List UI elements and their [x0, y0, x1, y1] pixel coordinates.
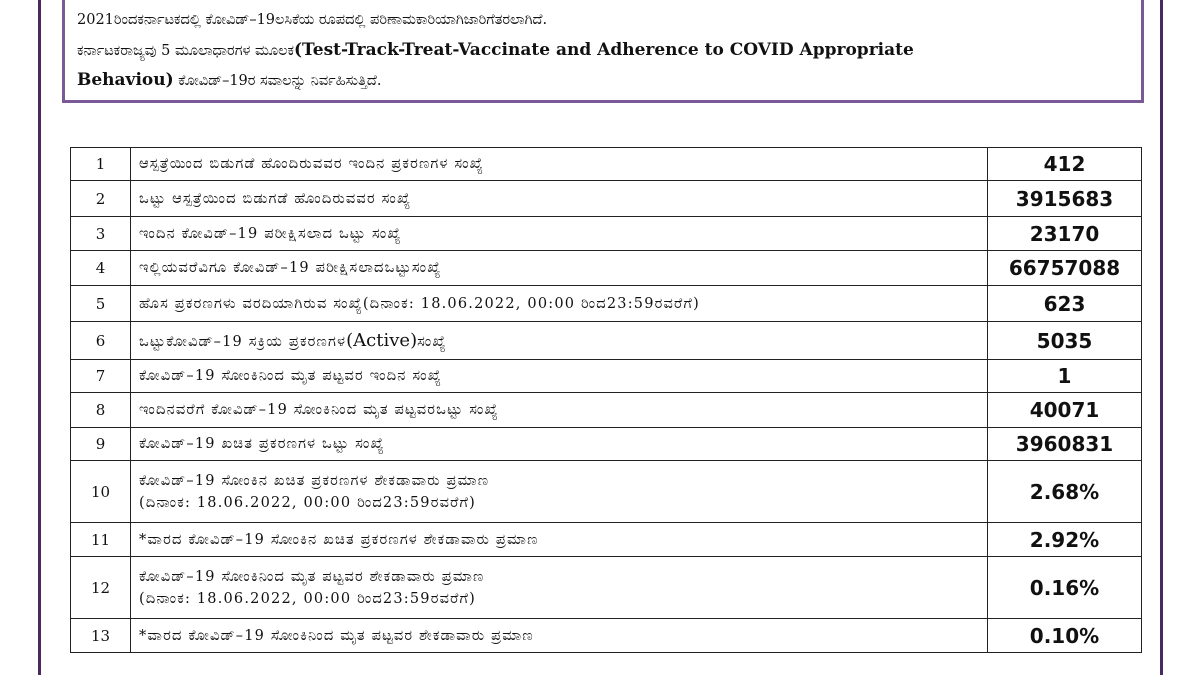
row-description	[131, 322, 988, 360]
row-value: 5035	[988, 322, 1142, 360]
intro-line-pillars	[77, 40, 1129, 61]
row-value: 3915683	[988, 181, 1142, 217]
row-number: 5	[71, 286, 131, 322]
intro-note-box	[62, 0, 1144, 103]
table-row	[71, 148, 1142, 181]
row-number: 4	[71, 251, 131, 286]
row-value: 0.10%	[988, 619, 1142, 653]
intro-behaviour-english: Behaviou)	[77, 70, 174, 90]
page-edge-left	[38, 0, 41, 675]
table-row	[71, 181, 1142, 217]
row-value: 2.68%	[988, 461, 1142, 523]
table-row	[71, 217, 1142, 251]
row-description-english: (Active)	[346, 330, 418, 351]
row-value: 40071	[988, 393, 1142, 428]
row-value: 1	[988, 360, 1142, 393]
row-description: ಇಂದಿನವರೆಗೆ ಕೋವಿಡ್–19 ಸೋಂಕಿನಿಂದ ಮೃತ ಪಟ್ಟವರಒಟ್ಟು ಸಂಖ್ಯೆ	[131, 393, 988, 428]
row-description-line1: ಕೋವಿಡ್–19 ಸೋಂಕಿನಿಂದ ಮೃತ ಪಟ್ಟವರ ಶೇಕಡಾವಾರು ಪ್ರಮಾಣ	[139, 568, 485, 585]
intro-line-vaccination: 2021ರಿಂದಕರ್ನಾಟಕದಲ್ಲಿ ಕೋವಿಡ್–19ಲಸಿಕೆಯ ರೂಪದಲ್ಲಿ ಪರಿಣಾಮಕಾರಿಯಾಗಿಜಾರಿಗೆತರಲಾಗಿದೆ.	[77, 12, 548, 28]
table-row	[71, 619, 1142, 653]
row-value: 0.16%	[988, 557, 1142, 619]
row-number: 7	[71, 360, 131, 393]
row-description-date: (ದಿನಾಂಕ: 18.06.2022, 00:00 ರಿಂದ23:59ರವರೆಗೆ)	[139, 590, 477, 607]
row-description-line1: ಕೋವಿಡ್–19 ಸೋಂಕಿನ ಖಚಿತ ಪ್ರಕರಣಗಳ ಶೇಕಡಾವಾರು ಪ್ರಮಾಣ	[139, 472, 490, 489]
row-description: ಇಂದಿನ ಕೋವಿಡ್–19 ಪರೀಕ್ಷಿಸಲಾದ ಒಟ್ಟು ಸಂಖ್ಯೆ	[131, 217, 988, 251]
row-number: 8	[71, 393, 131, 428]
row-description: ಹೊಸ ಪ್ರಕರಣಗಳು ವರದಿಯಾಗಿರುವ ಸಂಖ್ಯೆ(ದಿನಾಂಕ: 18.06.2022, 00:00 ರಿಂದ23:59ರವರೆಗೆ)	[131, 286, 988, 322]
intro-pillars-kannada: ಕರ್ನಾಟಕರಾಜ್ಯವು 5 ಮೂಲಾಧಾರಗಳ ಮೂಲಕ	[77, 43, 295, 59]
row-number: 2	[71, 181, 131, 217]
row-description	[131, 557, 988, 619]
row-number: 1	[71, 148, 131, 181]
table-row	[71, 557, 1142, 619]
row-value: 23170	[988, 217, 1142, 251]
row-description-kannada: ಒಟ್ಟುಕೋವಿಡ್–19 ಸಕ್ರಿಯ ಪ್ರಕರಣಗಳ	[139, 334, 347, 350]
intro-challenge-kannada: ಕೋವಿಡ್–19ರ ಸವಾಲನ್ನು ನಿರ್ವಹಿಸುತ್ತಿದೆ.	[173, 73, 382, 89]
intro-line-challenge	[77, 70, 1129, 91]
row-description-date: (ದಿನಾಂಕ: 18.06.2022, 00:00 ರಿಂದ23:59ರವರೆಗೆ)	[139, 494, 477, 511]
table-row	[71, 393, 1142, 428]
row-number: 12	[71, 557, 131, 619]
row-value: 2.92%	[988, 523, 1142, 557]
row-description: ಒಟ್ಟು ಆಸ್ಪತ್ರೆಯಿಂದ ಬಿಡುಗಡೆ ಹೊಂದಿರುವವರ ಸಂಖ್ಯೆ	[131, 181, 988, 217]
row-description: *ವಾರದ ಕೋವಿಡ್–19 ಸೋಂಕಿನ ಖಚಿತ ಪ್ರಕರಣಗಳ ಶೇಕಡಾವಾರು ಪ್ರಮಾಣ	[131, 523, 988, 557]
table-row	[71, 428, 1142, 461]
intro-pillars-english: (Test-Track-Treat-Vaccinate and Adherence to COVID Appropriate	[294, 40, 914, 60]
covid-stats-table	[70, 147, 1142, 653]
row-description: ಆಸ್ಪತ್ರೆಯಿಂದ ಬಿಡುಗಡೆ ಹೊಂದಿರುವವರ ಇಂದಿನ ಪ್ರಕರಣಗಳ ಸಂಖ್ಯೆ	[131, 148, 988, 181]
page-edge-right	[1160, 0, 1163, 675]
row-number: 11	[71, 523, 131, 557]
table-row	[71, 523, 1142, 557]
row-number: 9	[71, 428, 131, 461]
row-description: *ವಾರದ ಕೋವಿಡ್–19 ಸೋಂಕಿನಿಂದ ಮೃತ ಪಟ್ಟವರ ಶೇಕಡಾವಾರು ಪ್ರಮಾಣ	[131, 619, 988, 653]
table-row	[71, 461, 1142, 523]
row-number: 6	[71, 322, 131, 360]
row-number: 10	[71, 461, 131, 523]
row-description: ಕೋವಿಡ್–19 ಸೋಂಕಿನಿಂದ ಮೃತ ಪಟ್ಟವರ ಇಂದಿನ ಸಂಖ್ಯೆ	[131, 360, 988, 393]
table-row	[71, 322, 1142, 360]
table-row	[71, 360, 1142, 393]
row-value: 412	[988, 148, 1142, 181]
row-value: 623	[988, 286, 1142, 322]
table-row	[71, 251, 1142, 286]
row-number: 3	[71, 217, 131, 251]
row-number: 13	[71, 619, 131, 653]
row-description-suffix: ಸಂಖ್ಯೆ	[417, 334, 447, 350]
row-description	[131, 461, 988, 523]
table-row	[71, 286, 1142, 322]
row-description: ಇಲ್ಲಿಯವರೆವಿಗೂ ಕೋವಿಡ್–19 ಪರೀಕ್ಷಿಸಲಾದಒಟ್ಟುಸಂಖ್ಯೆ	[131, 251, 988, 286]
row-description: ಕೋವಿಡ್–19 ಖಚಿತ ಪ್ರಕರಣಗಳ ಒಟ್ಟು ಸಂಖ್ಯೆ	[131, 428, 988, 461]
row-value: 3960831	[988, 428, 1142, 461]
row-value: 66757088	[988, 251, 1142, 286]
